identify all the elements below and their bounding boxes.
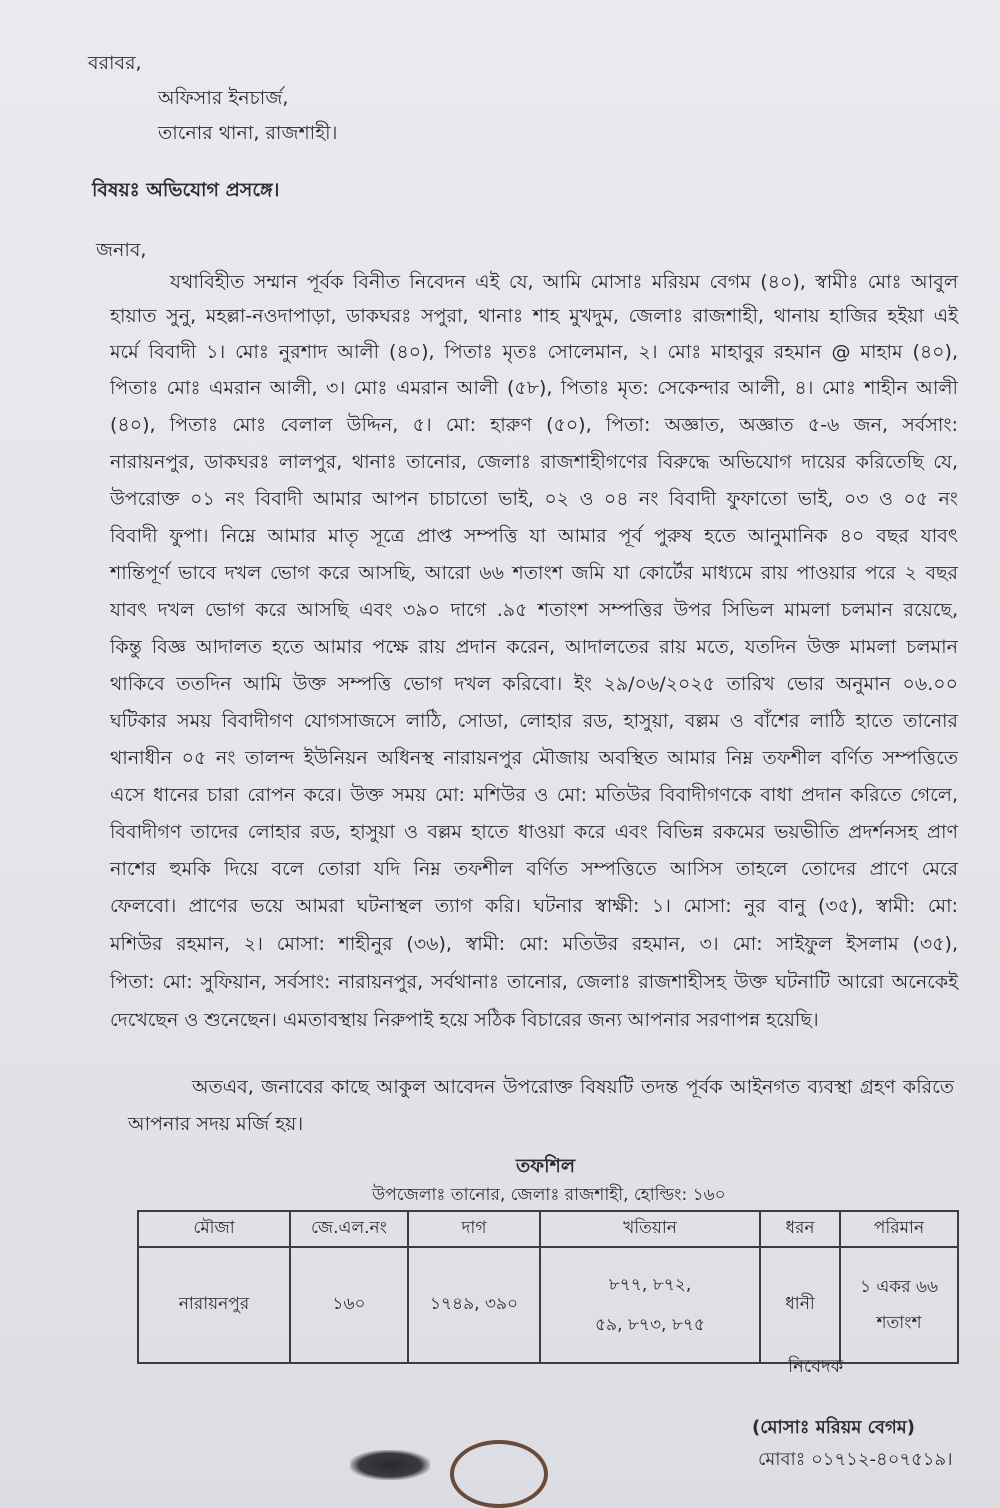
body-line: নারায়নপুর, ডাকঘরঃ লালপুর, থানাঃ তানোর, জেলাঃ রাজশাহীগণের বিরুদ্ধে অভিযোগ দায়ের করিতেছি যে,	[110, 451, 958, 473]
signature-name: (মোসাঃ মরিয়ম বেগম)	[752, 1417, 915, 1438]
signature-mobile: মোবাঃ ০১৭১২-৪০৭৫১৯।	[758, 1449, 953, 1470]
body-line: এসে ধানের চারা রোপন করে। উক্ত সময় মো: মশিউর ও মো: মতিউর বিবাদীগণকে বাধা প্রদান করিতে গেলে,	[110, 784, 958, 806]
tafshil-subtitle: উপজেলাঃ তানোর, জেলাঃ রাজশাহী, হোল্ডিং: ১৬০	[372, 1185, 726, 1205]
body-line: বিবাদী ফুপা। নিম্নে আমার মাতৃ সূত্রে প্রাপ্ত সম্পত্তি যা আমার পূর্ব পুরুষ হতে আনুমানিক ৪০ বছর যাবৎ	[110, 525, 958, 547]
body-line: মশিউর রহমান, ২। মোসা: শাহীনুর (৩৬), স্বামী: মো: মতিউর রহমান, ৩। মো: সাইফুল ইসলাম (৩৫),	[110, 933, 958, 955]
body-line: যথাবিহীত সম্মান পূর্বক বিনীত নিবেদন এই যে, আমি মোসাঃ মরিয়ম বেগম (৪০), স্বামীঃ মোঃ আবুল	[170, 271, 958, 293]
khatian-line: ৫৯, ৮৭৩, ৮৭৫	[595, 1315, 705, 1335]
body-line: নাশের হুমকি দিয়ে বলে তোরা যদি নিম্ন তফশীল বর্ণিত সম্পত্তিতে আসিস তাহলে তোদের প্রাণে মেরে	[110, 858, 958, 880]
column-header-mouza: মৌজা	[138, 1211, 290, 1247]
subject-line: বিষয়ঃ অভিযোগ প্রসঙ্গে।	[92, 179, 280, 201]
body-line: উপরোক্ত ০১ নং বিবাদী আমার আপন চাচাতো ভাই, ০২ ও ০৪ নং বিবাদী ফুফাতো ভাই, ০৩ ও ০৫ নং	[110, 488, 958, 510]
body-line: শান্তিপূর্ণ ভাবে দখল ভোগ করে আসছি, আরো ৬৬ শতাংশ জমি যা কোর্টের মাধ্যমে রায় পাওয়ার পরে ২ বছর	[110, 562, 958, 584]
body-line: ঘটিকার সময় বিবাদীগণ যোগসাজসে লাঠি, সোডা, লোহার রড, হাসুয়া, বল্লম ও বাঁশের লাঠি হাতে তানোর	[110, 710, 958, 732]
body-line: থাকিবে ততদিন আমি উক্ত সম্পত্তি ভোগ দখল করিবো। ইং ২৯/০৬/২০২৫ তারিখ ভোর অনুমান ০৬.০০	[110, 673, 958, 695]
body-line: মর্মে বিবাদী ১। মোঃ নুরশাদ আলী (৪০), পিতাঃ মৃতঃ সোলেমান, ২। মোঃ মাহাবুর রহমান @ মাহাম (৪০),	[110, 341, 958, 363]
address-recipient: অফিসার ইনচার্জ,	[158, 87, 289, 109]
column-header-amount: পরিমান	[840, 1211, 958, 1247]
cell-khatian	[540, 1247, 760, 1363]
body-line: যাবৎ দখল ভোগ করে আসছি এবং ৩৯০ দাগে .৯৫ শতাংশ সম্পত্তির উপর সিভিল মামলা চলমান রয়েছে,	[110, 599, 958, 621]
address-station: তানোর থানা, রাজশাহী।	[158, 122, 338, 144]
khatian-line: ৮৭৭, ৮৭২,	[608, 1275, 692, 1295]
column-header-type: ধরন	[760, 1211, 840, 1247]
body-line: পিতাঃ মোঃ এমরান আলী, ৩। মোঃ এমরান আলী (৫৮), পিতাঃ মৃত: সেকেন্দার আলী, ৪। মোঃ শাহীন আলী	[110, 377, 958, 399]
body-line: ফেলবো। প্রাণের ভয়ে আমরা ঘটনাস্থল ত্যাগ করি। ঘটনার স্বাক্ষী: ১। মোসা: নুর বানু (৩৫), স্বামী: মো:	[110, 895, 958, 917]
amount-line: ১ একর ৬৬	[859, 1277, 939, 1297]
address-to: বরাবর,	[88, 52, 142, 74]
body-line: দেখেছেন ও শুনেছেন। এমতাবস্থায় নিরুপাই হয়ে সঠিক বিচারের জন্য আপনার সরণাপন্ন হয়েছি।	[110, 1009, 819, 1031]
signature-label: নিবেদক	[788, 1356, 844, 1377]
body-line: বিবাদীগণ তাদের লোহার রড, হাসুয়া ও বল্লম হাতে ধাওয়া করে এবং বিভিন্ন রকমের ভয়ভীতি প্রদর্শনসহ প্রাণ	[110, 821, 958, 843]
cell-amount	[840, 1247, 958, 1363]
body-line: পিতা: মো: সুফিয়ান, সর্বসাং: নারায়নপুর, সর্বথানাঃ তানোর, জেলাঃ রাজশাহীসহ উক্ত ঘটনাটি আরো অনেকেই	[110, 971, 958, 993]
cell-dag: ১৭৪৯, ৩৯০	[408, 1247, 540, 1363]
closing-line: অতএব, জনাবের কাছে আকুল আবেদন উপরোক্ত বিষয়টি তদন্ত পূর্বক আইনগত ব্যবস্থা গ্রহণ করিতে	[192, 1076, 954, 1098]
cell-jl-no: ১৬০	[290, 1247, 408, 1363]
column-header-dag: দাগ	[408, 1211, 540, 1247]
cell-type: ধানী	[760, 1247, 840, 1363]
column-header-jl-no: জে.এল.নং	[290, 1211, 408, 1247]
salutation: জনাব,	[96, 239, 147, 261]
closing-line: আপনার সদয় মর্জি হয়।	[128, 1113, 304, 1135]
amount-line: শতাংশ	[876, 1313, 922, 1333]
column-header-khatian: খতিয়ান	[540, 1211, 760, 1247]
body-line: (৪০), পিতাঃ মোঃ বেলাল উদ্দিন, ৫। মো: হারুণ (৫০), পিতা: অজ্ঞাত, অজ্ঞাত ৫-৬ জন, সর্বসাং:	[110, 414, 958, 436]
table-header-row	[138, 1211, 958, 1247]
body-line: কিন্তু বিজ্ঞ আদালত হতে আমার পক্ষে রায় প্রদান করেন, আদালতের রায় মতে, যতদিন উক্ত মামলা চলমান	[110, 636, 958, 658]
body-line: হায়াত সুনু, মহল্লা-নওদাপাড়া, ডাকঘরঃ সপুরা, থানাঃ শাহ মুখদুম, জেলাঃ রাজশাহী, থানায় হাজির হইয়া এই	[110, 305, 958, 327]
table-row	[138, 1247, 958, 1363]
object-shadow	[350, 1450, 430, 1480]
ring-object	[450, 1440, 548, 1508]
body-line: থানাধীন ০৫ নং তালন্দ ইউনিয়ন অধিনস্থ নারায়নপুর মৌজায় অবস্থিত আমার নিম্ন তফশীল বর্ণিত সম্পত্তিতে	[110, 747, 958, 769]
cell-mouza: নারায়নপুর	[138, 1247, 290, 1363]
tafshil-title: তফশিল	[516, 1155, 575, 1177]
tafshil-table	[137, 1210, 959, 1364]
